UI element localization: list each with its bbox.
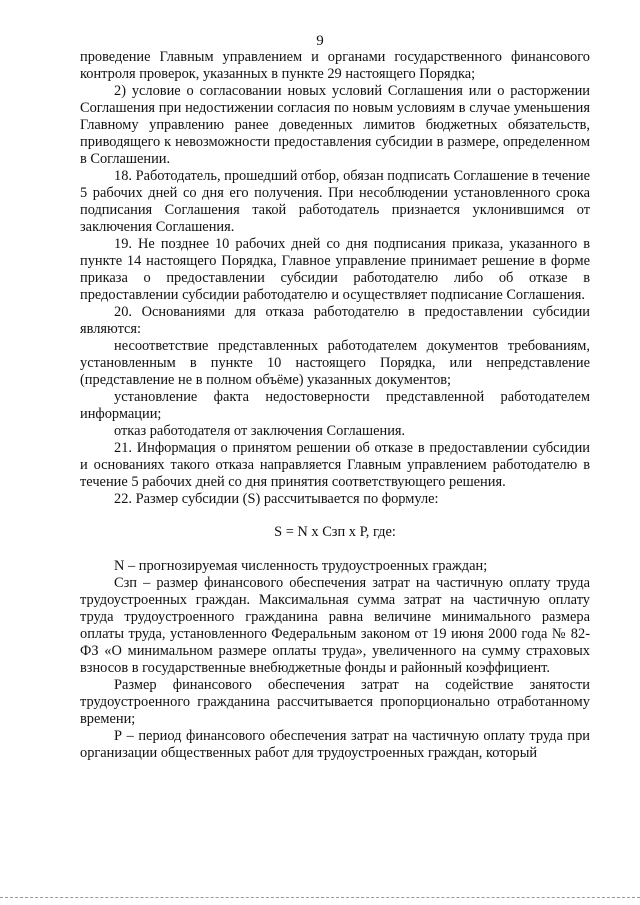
page-number: 9 [316, 33, 324, 49]
paragraph-condition-2: 2) условие о согласовании новых условий Соглашения или о расторжении Соглашения при недостижении согласия по новым условиям в случае уменьшения Главному управлению ранее доведенных лимитов бюджетных обязательств, приводящего к невозможности предоставления субсидии в размере, определенном в Соглашении. [80, 83, 590, 167]
refusal-reason-2: установление факта недостоверности представленной работодателем информации; [80, 389, 590, 422]
document-body [80, 49, 590, 762]
paragraph-19: 19. Не позднее 10 рабочих дней со дня подписания приказа, указанного в пункте 14 настоящего Порядка, Главное управление принимает решение в форме приказа о предоставлении субсидии работодателю либо об отказе в предоставлении субсидии работодателю и осуществляет подписание Соглашения. [80, 236, 590, 303]
refusal-reason-3: отказ работодателя от заключения Соглашения. [114, 423, 406, 439]
definition-n: N – прогнозируемая численность трудоустроенных граждан; [114, 558, 488, 574]
paragraph-18: 18. Работодатель, прошедший отбор, обязан подписать Соглашение в течение 5 рабочих дней со дня его получения. При несоблюдении установленного срока подписания Соглашения такой работодатель признается уклонившимся от заключения Соглашения. [80, 168, 591, 235]
paragraph-continuation: проведение Главным управлением и органами государственного финансового контроля проверок, указанных в пункте 29 настоящего Порядка; [80, 49, 590, 82]
definition-proportional: Размер финансового обеспечения затрат на содействие занятости трудоустроенного гражданина рассчитывается пропорционально отработанному времени; [80, 677, 590, 727]
definition-szp: Сзп – размер финансового обеспечения затрат на частичную оплату труда трудоустроенных граждан. Максимальная сумма затрат на частичную оплату труда трудоустроенного гражданина равна величине минимального размера оплаты труда, установленного Федеральным законом от 19 июня 2000 года № 82-ФЗ «О минимальном размере оплаты труда», увеличенного на сумму страховых взносов в государственные внебюджетные фонды и районный коэффициент. [80, 575, 590, 676]
paragraph-22: 22. Размер субсидии (S) рассчитывается по формуле: [114, 491, 439, 507]
paragraph-20: 20. Основаниями для отказа работодателю в предоставлении субсидии являются: [80, 304, 590, 337]
paragraph-21: 21. Информация о принятом решении об отказе в предоставлении субсидии и основаниях такого отказа направляется Главным управлением работодателю в течение 5 рабочих дней со дня принятия соответствующего решения. [80, 440, 590, 490]
definition-p: Р – период финансового обеспечения затрат на частичную оплату труда при организации общественных работ для трудоустроенных граждан, который [80, 728, 590, 761]
subsidy-formula: S = N х Сзп х Р, где: [274, 524, 396, 540]
refusal-reason-1: несоответствие представленных работодателем документов требованиям, установленным в пункте 10 настоящего Порядка, или непредставление (представление не в полном объёме) указанных документов; [80, 338, 590, 388]
page-bottom-edge [0, 897, 640, 898]
